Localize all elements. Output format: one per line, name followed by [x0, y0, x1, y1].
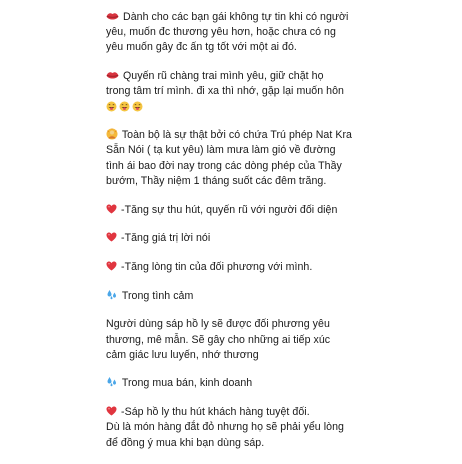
- line-text: tình ái bao đời nay trong các dòng phép của Thầy: [106, 159, 342, 172]
- lips-icon: [106, 71, 119, 80]
- heart-icon: [106, 232, 117, 242]
- line-text: -Tăng lòng tin của đối phương với mình.: [121, 260, 313, 273]
- line-text: -Sáp hồ ly thu hút khách hàng tuyệt đối.: [121, 406, 310, 419]
- line-text: yêu muốn gây đc ấn tg tốt với một ai đó.: [106, 41, 297, 54]
- text-line: [106, 260, 406, 275]
- paragraph: [106, 128, 406, 189]
- text-line: [106, 10, 406, 25]
- line-text: -Tăng giá trị lời nói: [121, 232, 211, 245]
- tongue-face-icon: [119, 101, 130, 112]
- line-text: Trong mua bán, kinh doanh: [121, 377, 253, 390]
- line-text: -Tăng sự thu hút, quyến rũ với người đối diện: [121, 203, 338, 216]
- text-line: [106, 317, 406, 332]
- text-line: [106, 420, 406, 435]
- lips-icon: [106, 12, 119, 21]
- droplets-icon: [106, 376, 118, 387]
- text-line: [106, 231, 406, 246]
- line-text: Dù là món hàng đắt đỏ nhưng họ sẽ phải yểu lòng: [106, 421, 344, 434]
- line-text: Người dùng sáp hồ ly sẽ được đối phương yêu: [106, 318, 330, 331]
- text-line: [106, 40, 406, 55]
- heart-icon: [106, 204, 117, 214]
- post-text: [106, 10, 406, 464]
- paragraph: [106, 317, 406, 363]
- text-line: [106, 143, 406, 158]
- text-line: [106, 174, 406, 189]
- droplets-icon: [106, 289, 118, 300]
- heart-icon: [106, 261, 117, 271]
- text-line: [106, 436, 406, 451]
- tongue-face-icon: [132, 101, 143, 112]
- paragraph: [106, 260, 406, 275]
- line-text: cảm giác lưu luyến, nhớ thương: [106, 348, 259, 361]
- paragraph: [106, 10, 406, 56]
- heart-icon: [106, 406, 117, 416]
- line-text: yêu, muốn đc thương yêu hơn, hoặc chưa có ng: [106, 26, 336, 39]
- text-line: [106, 25, 406, 40]
- paragraph: [106, 203, 406, 218]
- text-line: [106, 84, 406, 99]
- text-line: [106, 289, 406, 304]
- text-line: [106, 376, 406, 391]
- text-line: [106, 69, 406, 84]
- tongue-face-icon: [106, 101, 117, 112]
- person-sun-icon: [106, 128, 118, 140]
- text-line: [106, 348, 406, 363]
- paragraph: [106, 405, 406, 451]
- line-text: Quyến rũ chàng trai mình yêu, giữ chặt họ: [123, 70, 324, 83]
- line-text: thương, mê mẫn. Sẽ gây cho những ai tiếp xúc: [106, 333, 331, 346]
- emoji-row: [106, 100, 406, 115]
- paragraph: [106, 289, 406, 304]
- text-line: [106, 128, 406, 143]
- line-text: bướm, Thầy niệm 1 tháng suốt các đêm trăng.: [106, 174, 327, 187]
- line-text: Trong tình cảm: [121, 289, 194, 302]
- line-text: Dành cho các bạn gái không tự tin khi có người: [123, 11, 349, 23]
- line-text: để đồng ý mua khi bạn dùng sáp.: [106, 436, 265, 449]
- text-line: [106, 405, 406, 420]
- paragraph: [106, 231, 406, 246]
- text-line: [106, 333, 406, 348]
- text-line: [106, 159, 406, 174]
- line-text: Sẵn Nói ( tạ kut yêu) làm mưa làm gió về đường: [106, 144, 336, 157]
- text-line: [106, 203, 406, 218]
- line-text: trong tâm trí mình. đi xa thì nhớ, gặp lại muốn hôn: [106, 85, 344, 98]
- paragraph: [106, 376, 406, 391]
- paragraph: [106, 69, 406, 115]
- line-text: Toàn bộ là sự thật bởi có chứa Trú phép Nat Kra: [121, 129, 352, 142]
